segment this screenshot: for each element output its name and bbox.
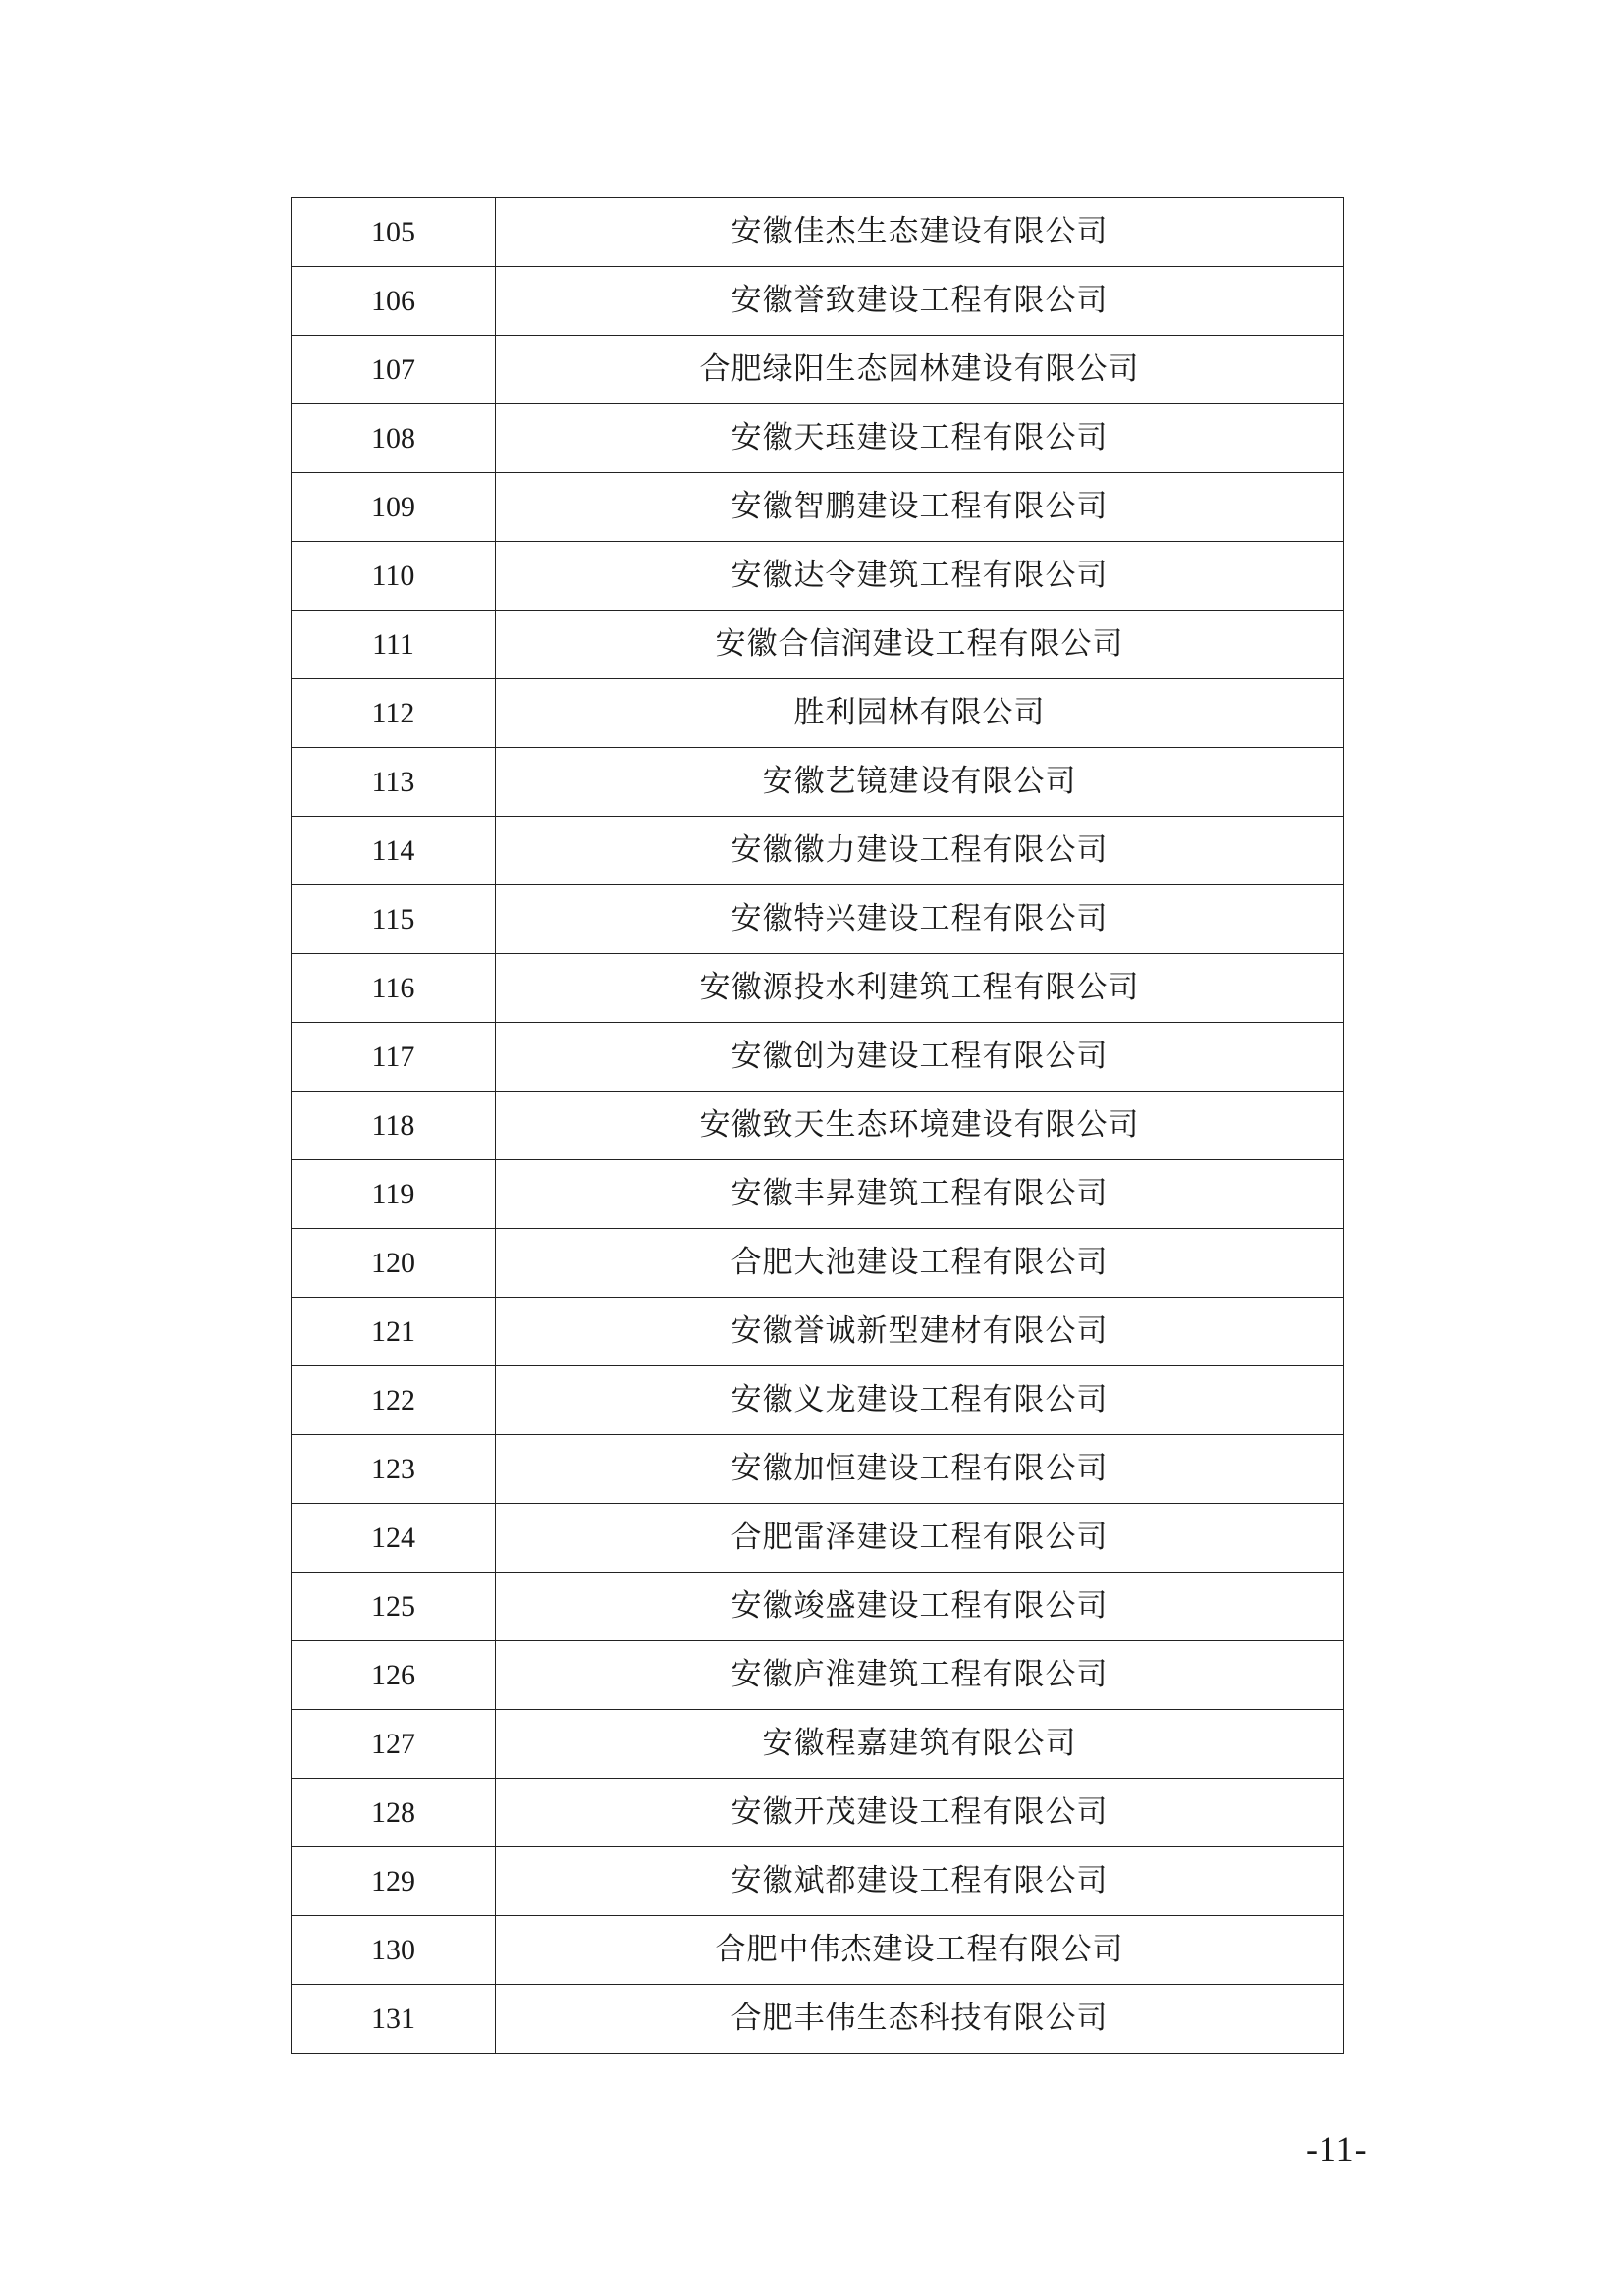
table-row — [292, 1504, 1344, 1573]
table-row — [292, 679, 1344, 748]
table-row — [292, 267, 1344, 336]
company-name-cell: 合肥雷泽建设工程有限公司 — [496, 1504, 1344, 1573]
row-number-cell: 125 — [292, 1573, 496, 1641]
table-row — [292, 1298, 1344, 1366]
company-name-cell: 安徽程嘉建筑有限公司 — [496, 1710, 1344, 1779]
table-row — [292, 611, 1344, 679]
company-name-cell: 安徽斌都建设工程有限公司 — [496, 1847, 1344, 1916]
table-row — [292, 1229, 1344, 1298]
table-row — [292, 954, 1344, 1023]
company-name-cell: 安徽天珏建设工程有限公司 — [496, 404, 1344, 473]
table-row — [292, 1779, 1344, 1847]
row-number-cell: 112 — [292, 679, 496, 748]
company-name-cell: 胜利园林有限公司 — [496, 679, 1344, 748]
table-row — [292, 1985, 1344, 2054]
table-row — [292, 885, 1344, 954]
row-number-cell: 105 — [292, 198, 496, 267]
company-name-cell: 安徽佳杰生态建设有限公司 — [496, 198, 1344, 267]
table-row — [292, 748, 1344, 817]
company-name-cell: 安徽义龙建设工程有限公司 — [496, 1366, 1344, 1435]
table-row — [292, 1092, 1344, 1160]
row-number-cell: 131 — [292, 1985, 496, 2054]
table-row — [292, 1435, 1344, 1504]
row-number-cell: 126 — [292, 1641, 496, 1710]
table-row — [292, 1023, 1344, 1092]
company-name-cell: 合肥绿阳生态园林建设有限公司 — [496, 336, 1344, 404]
table-row — [292, 1641, 1344, 1710]
row-number-cell: 114 — [292, 817, 496, 885]
row-number-cell: 111 — [292, 611, 496, 679]
company-name-cell: 安徽开茂建设工程有限公司 — [496, 1779, 1344, 1847]
table-row — [292, 1916, 1344, 1985]
table-row — [292, 404, 1344, 473]
company-name-cell: 安徽达令建筑工程有限公司 — [496, 542, 1344, 611]
company-name-cell: 合肥中伟杰建设工程有限公司 — [496, 1916, 1344, 1985]
row-number-cell: 108 — [292, 404, 496, 473]
company-name-cell: 安徽庐淮建筑工程有限公司 — [496, 1641, 1344, 1710]
table-row — [292, 1366, 1344, 1435]
row-number-cell: 129 — [292, 1847, 496, 1916]
row-number-cell: 110 — [292, 542, 496, 611]
company-name-cell: 安徽特兴建设工程有限公司 — [496, 885, 1344, 954]
row-number-cell: 122 — [292, 1366, 496, 1435]
row-number-cell: 116 — [292, 954, 496, 1023]
row-number-cell: 109 — [292, 473, 496, 542]
company-name-cell: 合肥丰伟生态科技有限公司 — [496, 1985, 1344, 2054]
company-name-cell: 安徽智鹏建设工程有限公司 — [496, 473, 1344, 542]
company-name-cell: 安徽致天生态环境建设有限公司 — [496, 1092, 1344, 1160]
table-row — [292, 198, 1344, 267]
company-name-cell: 安徽徽力建设工程有限公司 — [496, 817, 1344, 885]
company-name-cell: 安徽加恒建设工程有限公司 — [496, 1435, 1344, 1504]
row-number-cell: 124 — [292, 1504, 496, 1573]
page-number: -11- — [1306, 2129, 1368, 2168]
row-number-cell: 127 — [292, 1710, 496, 1779]
row-number-cell: 107 — [292, 336, 496, 404]
row-number-cell: 128 — [292, 1779, 496, 1847]
company-name-cell: 安徽誉诚新型建材有限公司 — [496, 1298, 1344, 1366]
company-name-cell: 安徽竣盛建设工程有限公司 — [496, 1573, 1344, 1641]
row-number-cell: 121 — [292, 1298, 496, 1366]
row-number-cell: 106 — [292, 267, 496, 336]
table-row — [292, 1573, 1344, 1641]
company-list-table — [291, 197, 1344, 2054]
row-number-cell: 117 — [292, 1023, 496, 1092]
table-row — [292, 336, 1344, 404]
company-name-cell: 安徽创为建设工程有限公司 — [496, 1023, 1344, 1092]
company-name-cell: 安徽源投水利建筑工程有限公司 — [496, 954, 1344, 1023]
row-number-cell: 119 — [292, 1160, 496, 1229]
row-number-cell: 130 — [292, 1916, 496, 1985]
company-name-cell: 安徽艺镜建设有限公司 — [496, 748, 1344, 817]
table-row — [292, 817, 1344, 885]
table-row — [292, 473, 1344, 542]
company-name-cell: 安徽合信润建设工程有限公司 — [496, 611, 1344, 679]
row-number-cell: 118 — [292, 1092, 496, 1160]
company-name-cell: 安徽誉致建设工程有限公司 — [496, 267, 1344, 336]
table-row — [292, 1710, 1344, 1779]
row-number-cell: 113 — [292, 748, 496, 817]
row-number-cell: 115 — [292, 885, 496, 954]
table-row — [292, 1160, 1344, 1229]
company-list-body — [292, 198, 1344, 2054]
table-row — [292, 1847, 1344, 1916]
row-number-cell: 120 — [292, 1229, 496, 1298]
table-row — [292, 542, 1344, 611]
company-name-cell: 安徽丰昇建筑工程有限公司 — [496, 1160, 1344, 1229]
company-name-cell: 合肥大池建设工程有限公司 — [496, 1229, 1344, 1298]
row-number-cell: 123 — [292, 1435, 496, 1504]
